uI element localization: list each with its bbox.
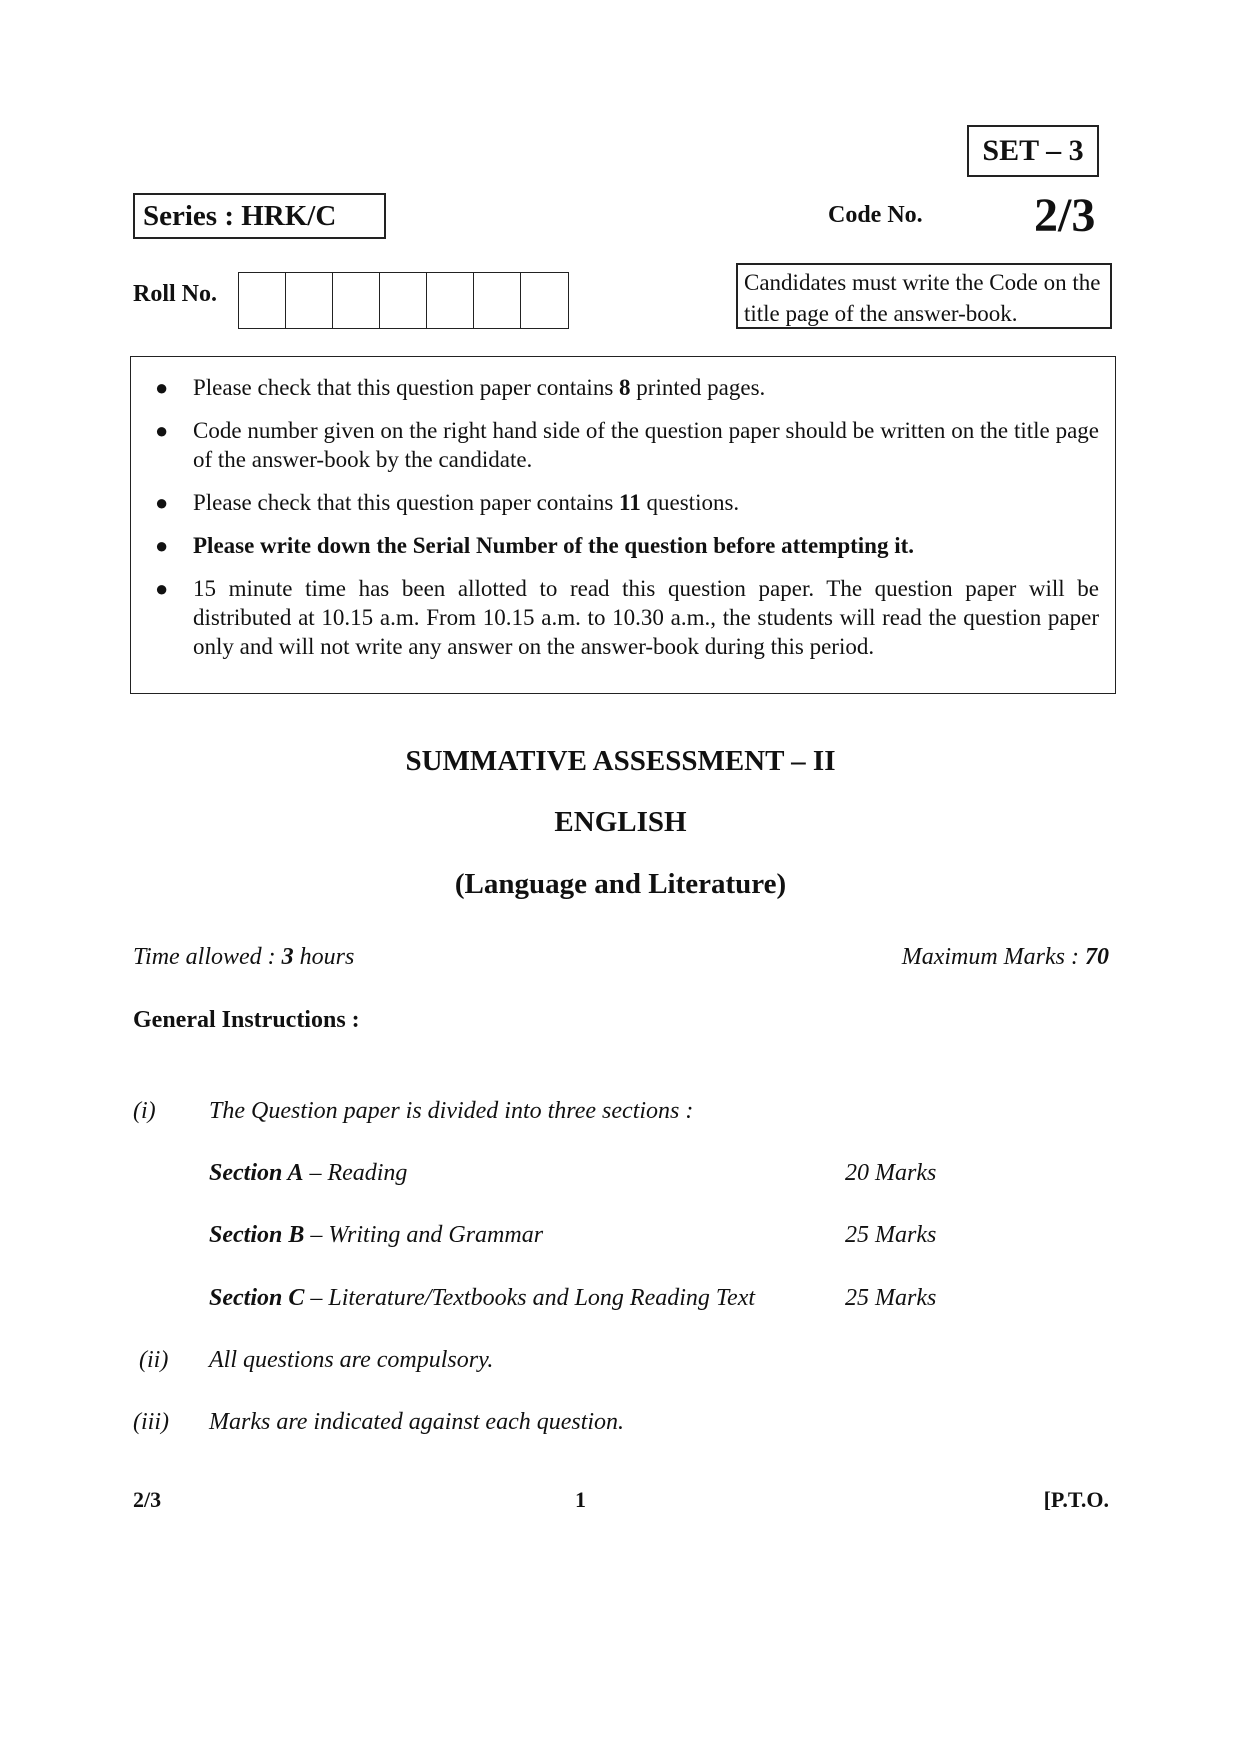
roll-cell[interactable] [427,273,474,328]
subject-subtitle: (Language and Literature) [454,868,787,900]
section-row [209,1285,755,1312]
instruction-text: Marks are indicated against each question. [209,1409,625,1435]
roll-cell[interactable] [333,273,380,328]
series-label: Series : HRK/C [133,193,386,239]
checklist-bold: Please write down the Serial Number of the question before attempting it. [193,533,915,558]
bullet-icon: ● [155,375,169,400]
time-label: Time allowed : [133,944,282,970]
bullet-icon: ● [155,533,169,558]
checklist-bold: 8 [619,375,631,400]
section-name: Section A [209,1160,304,1186]
roll-cell[interactable] [521,273,568,328]
checklist-bold: 11 [619,490,641,515]
pto-label: [P.T.O. [1043,1487,1109,1512]
checklist-item [147,531,1099,560]
footer-code: 2/3 [133,1487,162,1512]
bullet-icon: ● [155,490,169,515]
code-label: Code No. [828,202,923,228]
checklist-item [147,488,1099,517]
roll-label: Roll No. [133,281,217,307]
subject-title: ENGLISH [554,806,687,838]
bullet-icon: ● [155,418,169,443]
section-row [209,1222,543,1249]
bullet-icon: ● [155,576,169,601]
checklist-box [130,356,1116,694]
roll-cell[interactable] [474,273,521,328]
time-allowed [133,944,354,971]
section-marks: 25 Marks [845,1222,937,1248]
section-desc: – Literature/Textbooks and Long Reading Text [304,1285,756,1311]
code-note: Candidates must write the Code on the title page of the answer-book. [736,263,1112,329]
instruction-number: (ii) [139,1347,169,1373]
roll-cell[interactable] [239,273,286,328]
roll-cell[interactable] [380,273,427,328]
checklist-item [147,574,1099,661]
checklist-text: Please check that this question paper contains [193,375,620,400]
checklist-item [147,416,1099,474]
checklist-text: 15 minute time has been allotted to read this question paper. The question paper will be distributed at 10.15 a.m. From 10.15 a.m. to 10.30 a.m., the students will read the question paper only and will not write any answer on the answer-book during this period. [193,576,1099,659]
checklist-text: Code number given on the right hand side of the question paper should be written on the title page of the answer-book by the candidate. [193,418,1099,472]
checklist-text: Please check that this question paper contains [193,490,620,515]
page-number: 1 [575,1487,586,1512]
assessment-title: SUMMATIVE ASSESSMENT – II [405,745,836,777]
section-row [209,1160,407,1187]
section-name: Section B [209,1222,305,1248]
marks-label: Maximum Marks : [901,944,1085,970]
code-value: 2/3 [1034,189,1096,242]
section-desc: – Writing and Grammar [304,1222,544,1248]
checklist-text: printed pages. [630,375,766,400]
checklist-text: questions. [640,490,740,515]
section-marks: 25 Marks [845,1285,937,1311]
roll-cell[interactable] [286,273,333,328]
roll-number-boxes[interactable] [238,272,569,329]
instruction-text: The Question paper is divided into three sections : [209,1098,694,1124]
set-label: SET – 3 [967,125,1099,177]
checklist-item [147,373,1099,402]
section-name: Section C [209,1285,305,1311]
maximum-marks [902,944,1109,971]
section-marks: 20 Marks [845,1160,937,1186]
instruction-number: (iii) [133,1409,169,1435]
marks-value: 70 [1085,944,1109,970]
time-value: 3 [281,944,294,970]
instruction-text: All questions are compulsory. [209,1347,494,1373]
time-unit: hours [293,944,355,970]
section-desc: – Reading [303,1160,408,1186]
instruction-number: (i) [133,1098,156,1124]
general-instructions-heading: General Instructions : [133,1007,360,1033]
